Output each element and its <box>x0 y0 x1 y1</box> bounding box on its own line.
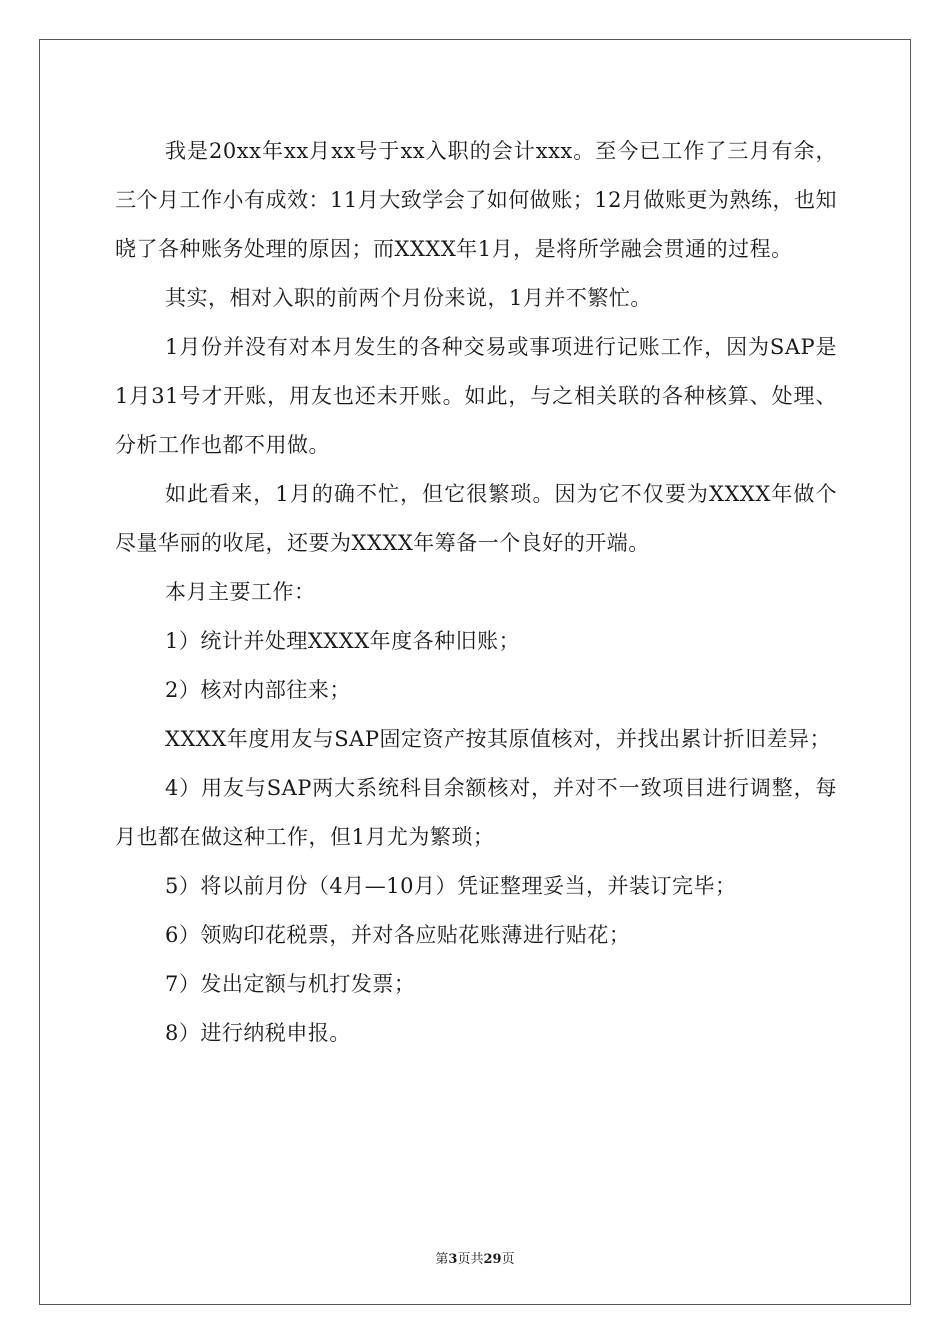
paragraph-accounting: 1月份并没有对本月发生的各种交易或事项进行记账工作，因为SAP是1月31号才开账，用友也还未开账。如此，与之相关联的各种核算、处理、分析工作也都不用做。 <box>115 335 837 457</box>
list-item-3: XXXX年度用友与SAP固定资产按其原值核对，并找出累计折旧差异； <box>165 727 831 751</box>
paragraph-busy: 其实，相对入职的前两个月份来说，1月并不繁忙。 <box>165 286 652 310</box>
paragraph-main-work-heading: 本月主要工作： <box>165 580 316 604</box>
paragraph-intro: 我是20xx年xx月xx号于xx入职的会计xxx。至今已工作了三月有余，三个月工作小有成效：11月大致学会了如何做账；12月做账更为熟练，也知晓了各种账务处理的原因；而XXXX年1月，是将所学融会贯通的过程。 <box>115 139 837 261</box>
document-body <box>115 127 837 1058</box>
total-pages: 29 <box>483 1252 502 1267</box>
page-suffix: 页 <box>457 1252 471 1267</box>
list-item-5: 5）将以前月份（4月—10月）凭证整理妥当，并装订完毕； <box>165 874 737 898</box>
page-prefix: 第 <box>435 1252 449 1267</box>
total-suffix: 页 <box>501 1252 515 1267</box>
list-item-1: 1）统计并处理XXXX年度各种旧账； <box>165 629 521 653</box>
total-prefix: 共 <box>470 1252 484 1267</box>
paragraph-summary: 如此看来，1月的确不忙，但它很繁琐。因为它不仅要为XXXX年做个尽量华丽的收尾，还要为XXXX年筹备一个良好的开端。 <box>115 482 837 555</box>
page-footer <box>0 1248 950 1267</box>
list-item-2: 2）核对内部往来； <box>165 678 351 702</box>
list-item-6: 6）领购印花税票，并对各应贴花账薄进行贴花； <box>165 923 631 947</box>
list-item-4: 4）用友与SAP两大系统科目余额核对，并对不一致项目进行调整，每月也都在做这种工作，但1月尤为繁琐； <box>115 776 837 849</box>
page-number: 3 <box>448 1252 458 1267</box>
list-item-8: 8）进行纳税申报。 <box>165 1021 351 1045</box>
list-item-7: 7）发出定额与机打发票； <box>165 972 416 996</box>
